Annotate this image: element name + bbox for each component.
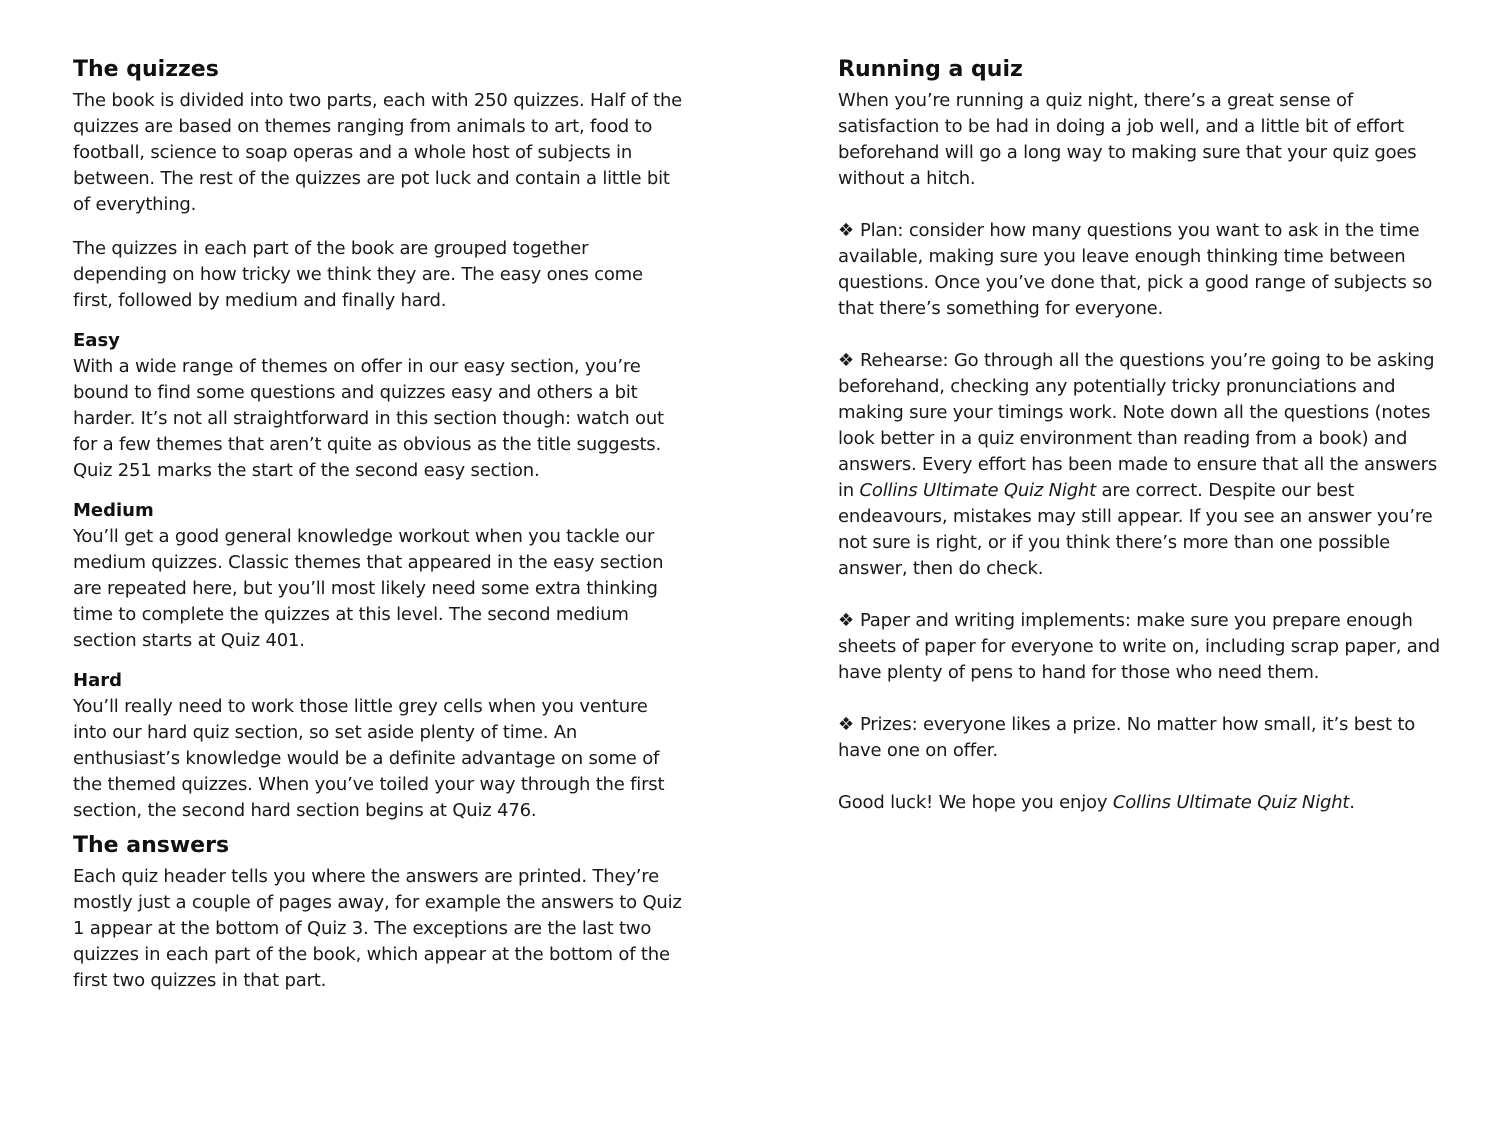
quizzes-heading: The quizzes bbox=[73, 57, 219, 82]
bullet-paper-text: Paper and writing implements: make sure you prepare enough sheets of paper for everyone to write on, including scrap paper, and have plenty of pens to hand for those who need them. bbox=[838, 610, 1441, 683]
bullet-plan bbox=[838, 218, 1453, 322]
running-intro: When you’re running a quiz night, there’s a great sense of satisfaction to be had in doing a job well, and a little bit of effort beforehand will go a long way to making sure that your quiz goes without a hitch. bbox=[838, 90, 1417, 189]
quizzes-paragraph-1: The book is divided into two parts, each with 250 quizzes. Half of the quizzes are based on themes ranging from animals to art, food to football, science to soap operas and a whole host of subjects in between. The rest of the quizzes are pot luck and contain a little bit of everything. bbox=[73, 90, 683, 215]
hard-heading: Hard bbox=[73, 670, 122, 691]
easy-paragraph: With a wide range of themes on offer in our easy section, you’re bound to find some questions and quizzes easy and others a bit harder. It’s not all straightforward in this section though: watch out for a few themes that aren’t quite as obvious as the title suggests. Quiz 251 marks the start of the second easy section. bbox=[73, 356, 664, 481]
bullet-paper bbox=[838, 608, 1453, 686]
diamond-bullet-icon: ❖ bbox=[838, 350, 854, 371]
bullet-prizes bbox=[838, 712, 1453, 764]
diamond-bullet-icon: ❖ bbox=[838, 220, 854, 241]
closing-text-a: Good luck! We hope you enjoy bbox=[838, 792, 1113, 813]
diamond-bullet-icon: ❖ bbox=[838, 714, 854, 735]
bullet-prizes-text: Prizes: everyone likes a prize. No matter how small, it’s best to have one on offer. bbox=[838, 714, 1416, 761]
quizzes-paragraph-2: The quizzes in each part of the book are grouped together depending on how tricky we think they are. The easy ones come first, followed by medium and finally hard. bbox=[73, 238, 643, 311]
left-page bbox=[73, 52, 683, 994]
bullet-rehearse-text-a: Rehearse: Go through all the questions you’re going to be asking beforehand, checking any potentially tricky pronunciations and making sure your timings work. Note down all the questions (notes look better in a quiz environment than reading from a book) and answers. Every effort has been made to ensure that all the answers in bbox=[838, 350, 1438, 501]
hard-paragraph: You’ll really need to work those little grey cells when you venture into our hard quiz section, so set aside plenty of time. An enthusiast’s knowledge would be a definite advantage on some of the themed quizzes. When you’ve toiled your way through the first section, the second hard section begins at Quiz 476. bbox=[73, 696, 665, 821]
closing-text-b: . bbox=[1349, 792, 1355, 813]
book-title: Collins Ultimate Quiz Night bbox=[859, 480, 1096, 501]
diamond-bullet-icon: ❖ bbox=[838, 610, 854, 631]
easy-heading: Easy bbox=[73, 330, 120, 351]
bullet-rehearse-text-b: are correct. Despite our best endeavours, mistakes may still appear. If you see an answer you’re not sure is right, or if you think there’s more than one possible answer, then do check. bbox=[838, 480, 1433, 579]
bullet-rehearse bbox=[838, 348, 1453, 582]
medium-heading: Medium bbox=[73, 500, 154, 521]
closing-line bbox=[838, 790, 1453, 816]
medium-paragraph: You’ll get a good general knowledge workout when you tackle our medium quizzes. Classic themes that appeared in the easy section are repeated here, but you’ll most likely need some extra thinking time to complete the quizzes at this level. The second medium section starts at Quiz 401. bbox=[73, 526, 664, 651]
running-heading: Running a quiz bbox=[838, 57, 1023, 82]
right-page bbox=[838, 52, 1453, 816]
bullet-plan-text: Plan: consider how many questions you want to ask in the time available, making sure you leave enough thinking time between questions. Once you’ve done that, pick a good range of subjects so that there’s something for everyone. bbox=[838, 220, 1433, 319]
closing-book-title: Collins Ultimate Quiz Night bbox=[1112, 792, 1350, 813]
answers-paragraph: Each quiz header tells you where the answers are printed. They’re mostly just a couple of pages away, for example the answers to Quiz 1 appear at the bottom of Quiz 3. The exceptions are the last two quizzes in each part of the book, which appear at the bottom of the first two quizzes in that part. bbox=[73, 866, 682, 991]
answers-heading: The answers bbox=[73, 833, 230, 858]
